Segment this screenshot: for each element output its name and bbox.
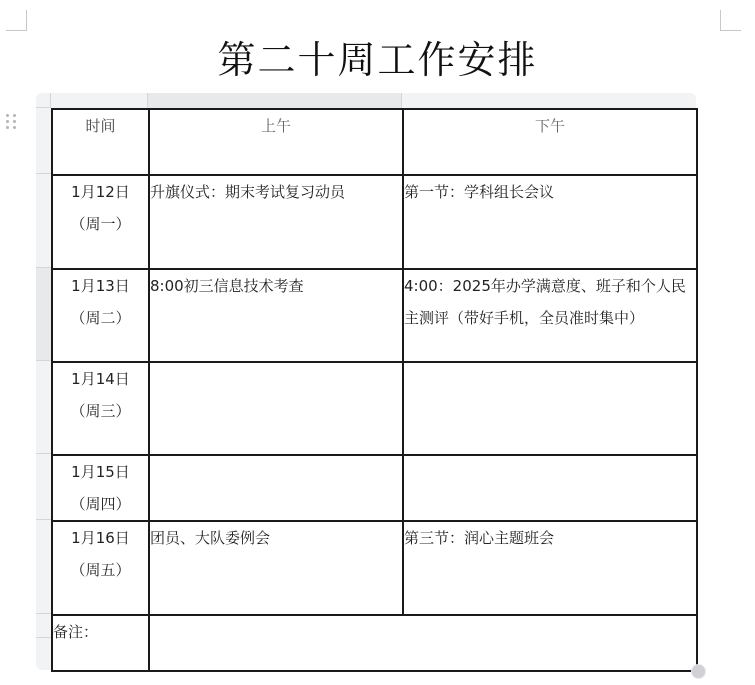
table-header-row [52, 109, 697, 175]
table-row [52, 362, 697, 455]
header-morning[interactable]: 上午 [149, 109, 403, 175]
row-handle-thu[interactable] [36, 454, 51, 520]
date-cell[interactable] [52, 521, 149, 615]
header-afternoon[interactable]: 下午 [403, 109, 697, 175]
column-handle-time[interactable] [51, 93, 148, 108]
date-cell[interactable] [52, 455, 149, 521]
page-corner-mark-top-right [720, 10, 741, 31]
afternoon-cell[interactable]: 4:00：2025年办学满意度、班子和个人民主测评（带好手机，全员准时集中） [403, 269, 697, 362]
afternoon-cell[interactable]: 第一节：学科组长会议 [403, 175, 697, 269]
date-cell[interactable] [52, 362, 149, 455]
date-cell[interactable] [52, 175, 149, 269]
remarks-value[interactable] [149, 615, 697, 671]
morning-cell[interactable]: 8:00初三信息技术考查 [149, 269, 403, 362]
afternoon-cell[interactable] [403, 362, 697, 455]
table-row [52, 455, 697, 521]
afternoon-cell[interactable]: 第三节：润心主题班会 [403, 521, 697, 615]
morning-cell[interactable]: 团员、大队委例会 [149, 521, 403, 615]
column-handle-morning[interactable] [148, 93, 402, 108]
schedule-table [51, 108, 698, 672]
afternoon-cell[interactable] [403, 455, 697, 521]
weekday-text: （周四） [70, 495, 131, 513]
row-handle-fri[interactable] [36, 520, 51, 614]
table-select-all-handle[interactable] [36, 93, 51, 108]
row-handle-tue[interactable] [36, 268, 51, 361]
table-row [52, 269, 697, 362]
date-text: 1月14日 [71, 370, 130, 388]
weekday-text: （周一） [70, 215, 131, 233]
row-handle-remarks[interactable] [36, 614, 51, 638]
remarks-label[interactable]: 备注： [52, 615, 149, 671]
morning-cell[interactable]: 升旗仪式：期末考试复习动员 [149, 175, 403, 269]
weekday-text: （周五） [70, 561, 131, 579]
date-text: 1月16日 [71, 529, 130, 547]
table-row [52, 175, 697, 269]
resize-handle-icon[interactable] [691, 664, 706, 679]
document-title[interactable]: 第二十周工作安排 [217, 38, 538, 82]
row-handle-wed[interactable] [36, 361, 51, 454]
page-corner-mark-top-left [6, 10, 27, 31]
morning-cell[interactable] [149, 455, 403, 521]
date-cell[interactable] [52, 269, 149, 362]
weekday-text: （周三） [70, 402, 131, 420]
row-handle-header[interactable] [36, 108, 51, 174]
morning-cell[interactable] [149, 362, 403, 455]
weekday-text: （周二） [70, 309, 131, 327]
drag-dots-icon[interactable] [6, 114, 18, 132]
row-handle-remarks-2[interactable] [36, 638, 51, 670]
header-time[interactable]: 时间 [52, 109, 149, 175]
column-handle-afternoon[interactable] [402, 93, 696, 108]
row-handle-mon[interactable] [36, 174, 51, 268]
table-row [52, 521, 697, 615]
remarks-row [52, 615, 697, 671]
date-text: 1月12日 [71, 183, 130, 201]
date-text: 1月13日 [71, 277, 130, 295]
date-text: 1月15日 [71, 463, 130, 481]
